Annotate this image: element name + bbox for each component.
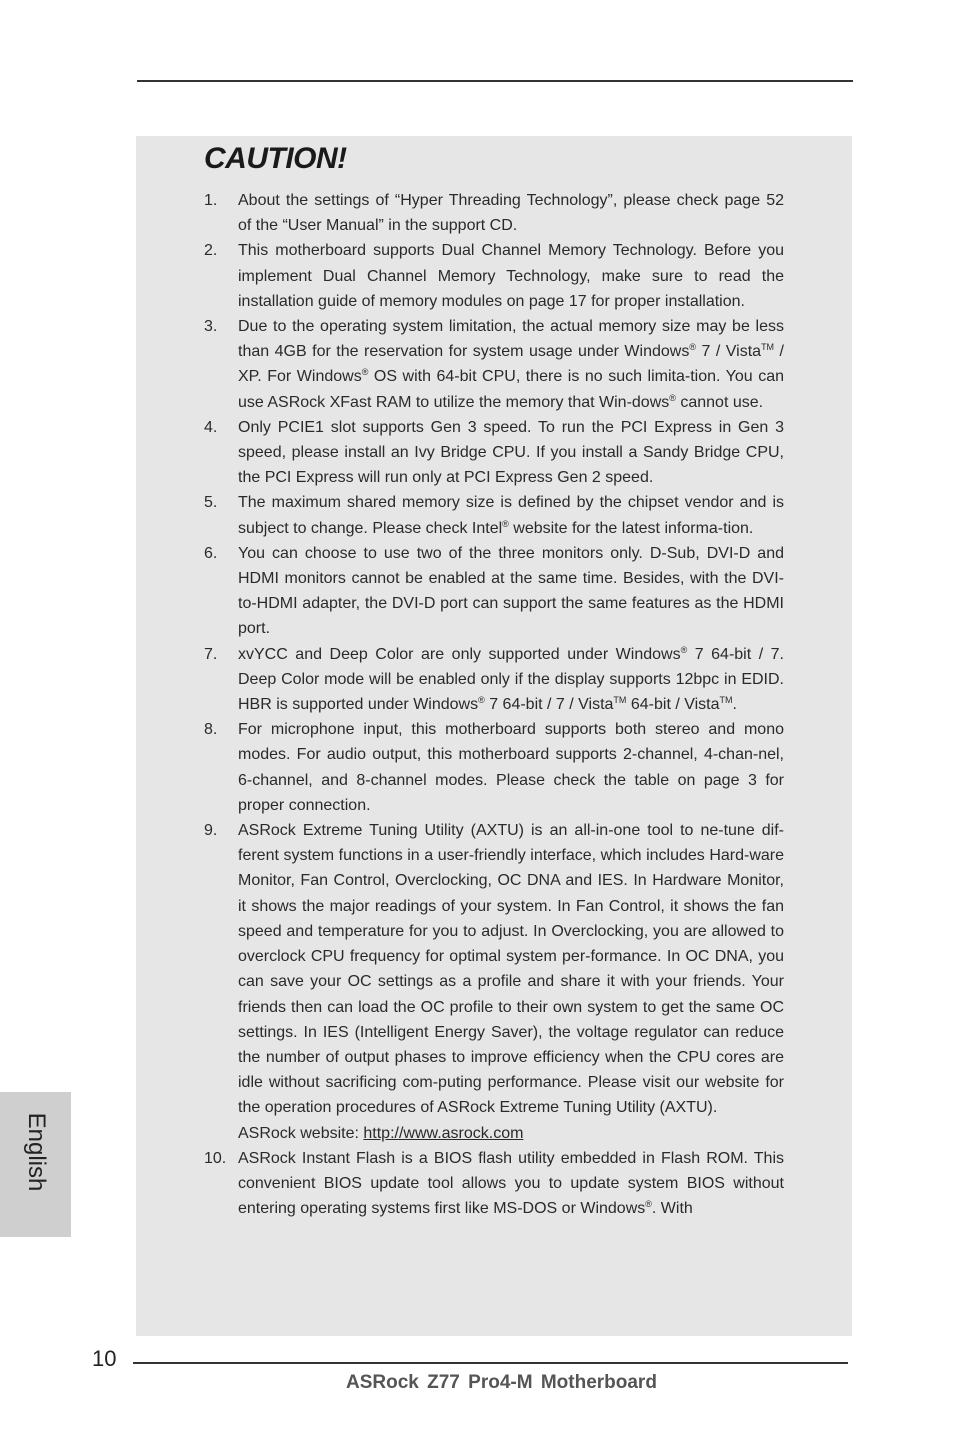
caution-title: CAUTION! (204, 142, 347, 175)
caution-item-number: 7. (204, 645, 218, 663)
caution-item-number: 9. (204, 822, 218, 840)
caution-item-number: 6. (204, 544, 218, 562)
caution-item (204, 415, 784, 491)
caution-text-run: 7 64-bit / 7. Deep Color mode will be enabled only if the display supports 12bpc in EDID. HBR is supported under Windows (238, 645, 784, 714)
footer-divider (133, 1362, 848, 1364)
caution-item-number: 4. (204, 418, 218, 436)
caution-item-text (238, 188, 784, 238)
trademark-mark: ® (645, 1199, 652, 1210)
trademark-mark: ® (669, 392, 676, 403)
caution-text-run: cannot use. (675, 393, 764, 411)
caution-item (204, 314, 784, 415)
caution-item (204, 1146, 784, 1222)
caution-item-text (238, 717, 784, 818)
caution-item (204, 717, 784, 818)
caution-list (204, 188, 784, 1221)
caution-item (204, 490, 784, 540)
trademark-mark: ® (689, 342, 696, 353)
caution-text-run: For microphone input, this motherboard supports both stereo and mono modes. For audio output, this motherboard supports 2-channel, 4-chan-nel, 6-channel, and 8-channel modes. Please check the table on page 3 for proper connection. (238, 721, 784, 814)
caution-item (204, 238, 784, 314)
caution-text-run: 64-bit / Vista (626, 696, 720, 714)
caution-item-number: 3. (204, 318, 218, 336)
caution-item-number: 1. (204, 192, 218, 209)
caution-item-number: 5. (204, 494, 218, 512)
caution-item-text (238, 314, 784, 415)
caution-item (204, 642, 784, 718)
caution-text-run: . With (651, 1200, 693, 1218)
caution-item-text (238, 1146, 784, 1222)
caution-item-text (238, 238, 784, 314)
caution-text-run: You can choose to use two of the three monitors only. D-Sub, DVI-D and HDMI monitors cannot be enabled at the same time. Besides, with the DVI-to-HDMI adapter, the DVI-D port can support the same features as the HDMI port. (238, 544, 784, 638)
footer-title: ASRock Z77 Pro4-M Motherboard (346, 1372, 657, 1393)
trademark-mark: ® (478, 695, 485, 706)
caution-text-run: About the settings of “Hyper Threading Technology”, please check page 52 of the “User Manual” in the support CD. (238, 192, 784, 235)
top-divider (137, 80, 853, 82)
trademark-mark: ® (361, 367, 369, 378)
trademark-mark: ® (680, 644, 688, 655)
caution-text-run: The maximum shared memory size is defined by the chipset vendor and is subject to change. Please check Intel (238, 494, 784, 537)
caution-text-run: website for the latest informa-tion. (508, 519, 754, 537)
caution-text-run: ASRock website: (238, 1124, 364, 1142)
asrock-website-link[interactable]: http://www.asrock.com (363, 1124, 524, 1142)
caution-text-run: 7 / Vista (695, 343, 762, 361)
caution-text-run: . (732, 696, 737, 714)
trademark-mark: TM (761, 342, 775, 353)
caution-item (204, 188, 784, 238)
caution-item-text (238, 490, 784, 540)
page-number: 10 (92, 1346, 117, 1371)
caution-text-run: This motherboard supports Dual Channel Memory Technology. Before you implement Dual Channel Memory Technology, make sure to read the installation guide of memory modules on page 17 for proper installation. (238, 242, 784, 310)
trademark-mark: TM (719, 695, 733, 706)
caution-item-text (238, 642, 784, 718)
caution-item-number: 8. (204, 721, 218, 739)
trademark-mark: ® (502, 518, 509, 529)
caution-item (204, 818, 784, 1146)
caution-item-text (238, 541, 784, 642)
language-tab-label: English (23, 1112, 50, 1192)
caution-text-run: 7 64-bit / 7 / Vista (484, 696, 614, 714)
trademark-mark: TM (613, 695, 627, 706)
caution-text-run: Only PCIE1 slot supports Gen 3 speed. To run the PCI Express in Gen 3 speed, please install an Ivy Bridge CPU. If you install a Sandy Bridge CPU, the PCI Express will run only at PCI Express Gen 2 speed. (238, 418, 784, 487)
caution-text-run: ASRock Extreme Tuning Utility (AXTU) is an all-in-one tool to ne-tune dif-ferent system functions in a user-friendly interface, which includes Hard-ware Monitor, Fan Control, Overclocking, OC DNA and IES. In Hardware Monitor, it shows the major readings of your system. In Fan Control, it shows the fan speed and temperature for you to adjust. In Overclocking, you are allowed to overclock CPU frequency for optimal system per-formance. In OC DNA, you can save your OC settings as a profile and share it with your friends. Your friends then can load the OC profile to their own system to get the same OC settings. In IES (Intelligent Energy Saver), the voltage regulator can reduce the number of output phases to improve efficiency when the CPU cores are idle without sacrificing com-puting performance. Please visit our website for the operation procedures of ASRock Extreme Tuning Utility (AXTU). (238, 822, 784, 1117)
caution-item (204, 541, 784, 642)
caution-text-run: OS with 64-bit CPU, there is no such limita-tion. You can use ASRock XFast RAM to utilize the memory that Win-dows (238, 368, 785, 411)
caution-item-number: 10. (204, 1149, 227, 1167)
caution-text-run: xvYCC and Deep Color are only supported under Windows (238, 645, 681, 663)
caution-item-text (238, 415, 784, 491)
caution-text-run: Due to the operating system limitation, the actual memory size may be less than 4GB for the reservation for system usage under Windows (238, 318, 784, 361)
caution-text-run: / XP. For Windows (238, 343, 784, 386)
caution-item-number: 2. (204, 242, 218, 260)
caution-item-text (238, 818, 784, 1146)
caution-text-run: ASRock Instant Flash is a BIOS flash utility embedded in Flash ROM. This convenient BIOS update tool allows you to update system BIOS without entering operating systems first like MS-DOS or Windows (238, 1149, 784, 1218)
